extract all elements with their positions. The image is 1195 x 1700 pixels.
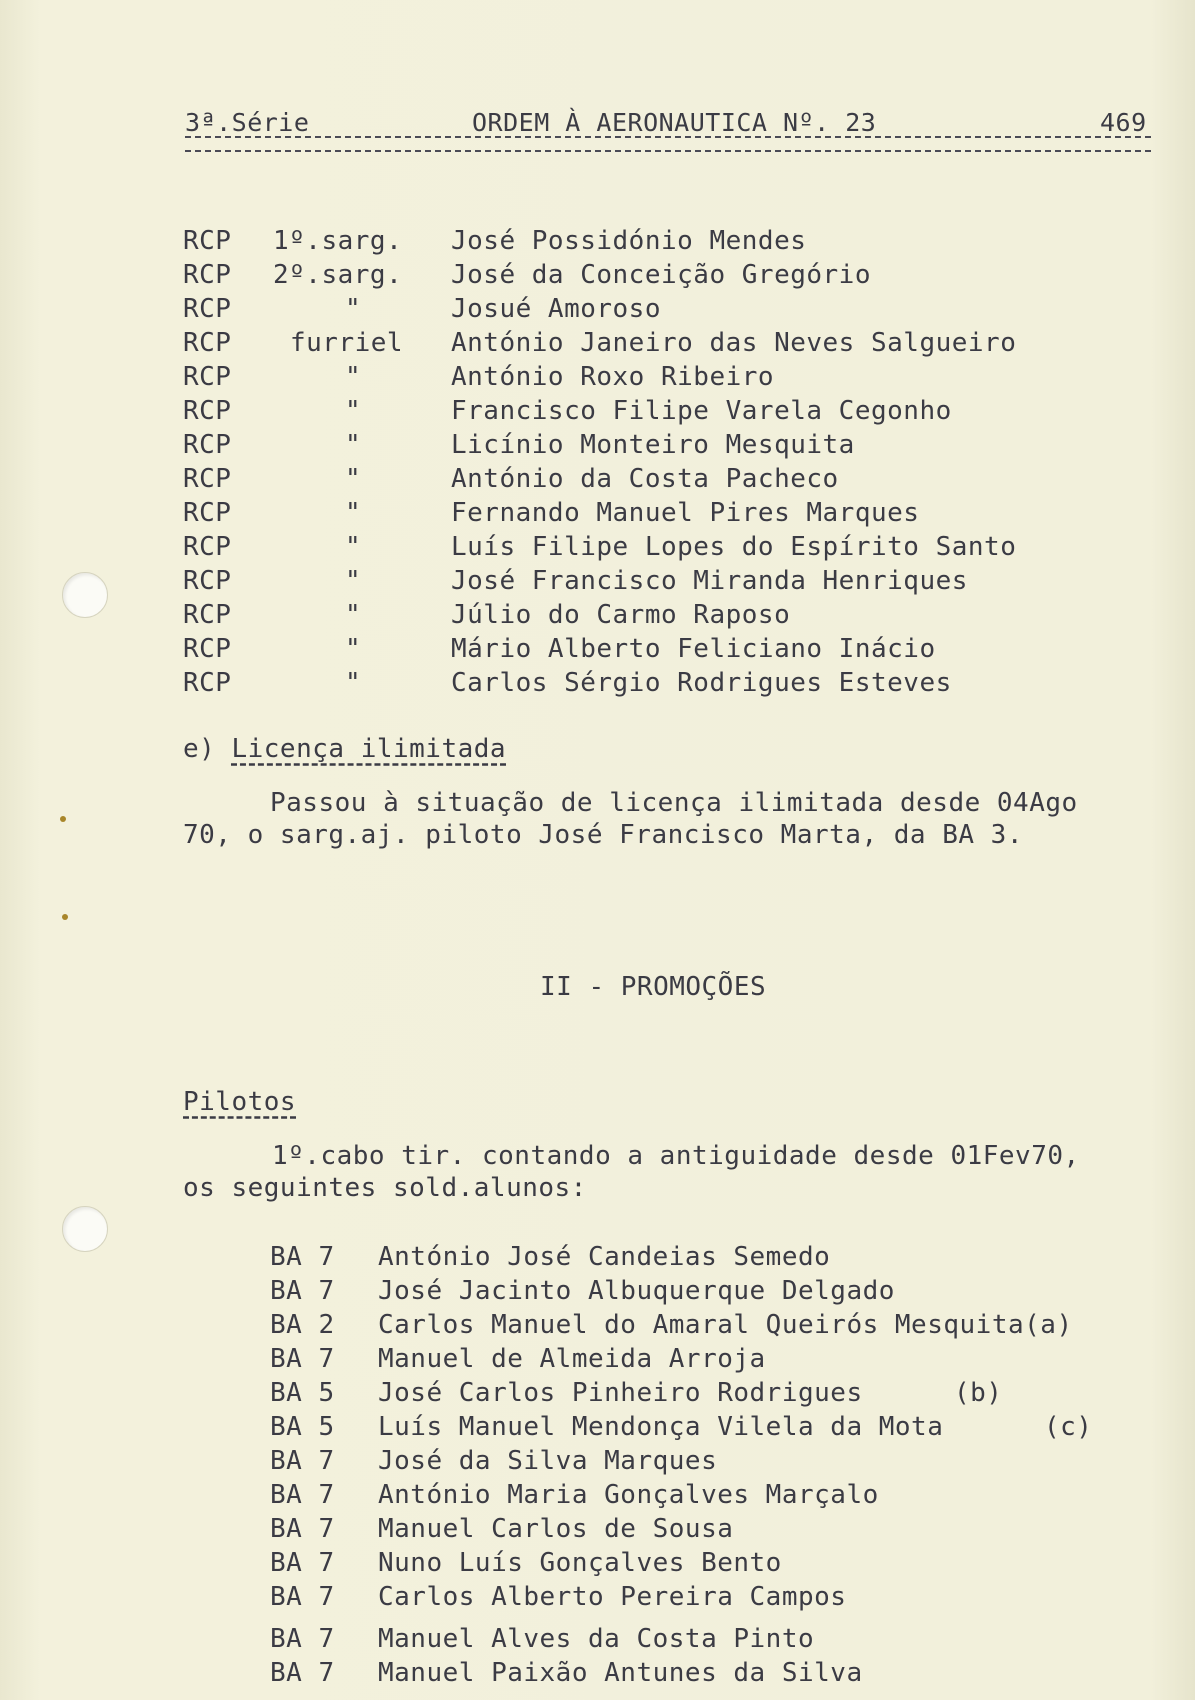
- promo-name: António José Candeias Semedo: [378, 1242, 831, 1272]
- promo-unit: BA 7: [270, 1480, 335, 1510]
- rcp-unit: RCP: [183, 464, 232, 494]
- rcp-name: Júlio do Carmo Raposo: [451, 600, 791, 630]
- rcp-rank: ": [345, 634, 362, 664]
- rcp-name: Carlos Sérgio Rodrigues Esteves: [451, 668, 952, 698]
- rcp-name: Francisco Filipe Varela Cegonho: [451, 396, 952, 426]
- page-number: 469: [1100, 108, 1147, 137]
- promo-name: Carlos Alberto Pereira Campos: [378, 1582, 847, 1612]
- series-label: 3ª.Série: [185, 108, 310, 137]
- promo-unit: BA 5: [270, 1378, 335, 1408]
- promo-unit: BA 2: [270, 1310, 335, 1340]
- rcp-rank: ": [345, 600, 362, 630]
- ink-dot: [60, 816, 66, 822]
- promo-unit: BA 7: [270, 1446, 335, 1476]
- ink-dot: [62, 914, 68, 920]
- section-letter: e): [183, 734, 232, 764]
- rcp-unit: RCP: [183, 566, 232, 596]
- paragraph-line: Passou à situação de licença ilimitada desde 04Ago: [270, 788, 1078, 818]
- rcp-unit: RCP: [183, 294, 232, 324]
- promo-unit: BA 7: [270, 1242, 335, 1272]
- promo-unit: BA 7: [270, 1344, 335, 1374]
- promo-unit: BA 7: [270, 1276, 335, 1306]
- rcp-rank: ": [345, 498, 362, 528]
- paragraph-line: 70, o sarg.aj. piloto José Francisco Marta, da BA 3.: [183, 820, 1023, 850]
- punch-hole: [62, 1206, 108, 1252]
- promo-unit: BA 7: [270, 1514, 335, 1544]
- page-title: ORDEM À AERONAUTICA Nº. 23: [472, 108, 877, 137]
- promo-name: José Carlos Pinheiro Rodrigues: [378, 1378, 863, 1408]
- rcp-name: António da Costa Pacheco: [451, 464, 839, 494]
- subheading-pilotos: Pilotos: [183, 1087, 297, 1117]
- promo-name: Carlos Manuel do Amaral Queirós Mesquita(a): [378, 1310, 1073, 1340]
- promo-note: (c): [1044, 1412, 1093, 1442]
- rcp-unit: RCP: [183, 668, 232, 698]
- rcp-unit: RCP: [183, 532, 232, 562]
- rcp-unit: RCP: [183, 328, 232, 358]
- rcp-name: Mário Alberto Feliciano Inácio: [451, 634, 936, 664]
- rcp-unit: RCP: [183, 498, 232, 528]
- rcp-name: Luís Filipe Lopes do Espírito Santo: [451, 532, 1017, 562]
- promo-unit: BA 5: [270, 1412, 335, 1442]
- rcp-name: José da Conceição Gregório: [451, 260, 871, 290]
- rcp-unit: RCP: [183, 260, 232, 290]
- rcp-name: Fernando Manuel Pires Marques: [451, 498, 920, 528]
- section-title: Licença ilimitada: [231, 734, 507, 764]
- promo-name: José da Silva Marques: [378, 1446, 718, 1476]
- rcp-rank: ": [345, 396, 362, 426]
- promo-name: António Maria Gonçalves Marçalo: [378, 1480, 879, 1510]
- rcp-rank: 1º.sarg.: [273, 226, 403, 256]
- rcp-unit: RCP: [183, 226, 232, 256]
- promo-unit: BA 7: [270, 1582, 335, 1612]
- paragraph-line: os seguintes sold.alunos:: [183, 1173, 587, 1203]
- rcp-unit: RCP: [183, 362, 232, 392]
- rcp-rank: ": [345, 294, 362, 324]
- rcp-unit: RCP: [183, 396, 232, 426]
- rcp-rank: furriel: [290, 328, 404, 358]
- promo-name: Manuel Paixão Antunes da Silva: [378, 1658, 863, 1688]
- promo-unit: BA 7: [270, 1658, 335, 1688]
- section-heading-promocoes: II - PROMOÇÕES: [540, 972, 767, 1002]
- rcp-rank: ": [345, 532, 362, 562]
- rcp-name: Josué Amoroso: [451, 294, 661, 324]
- rcp-rank: 2º.sarg.: [273, 260, 403, 290]
- promo-name: Manuel Alves da Costa Pinto: [378, 1624, 815, 1654]
- rcp-rank: ": [345, 668, 362, 698]
- punch-hole: [62, 572, 108, 618]
- rcp-unit: RCP: [183, 634, 232, 664]
- rcp-rank: ": [345, 362, 362, 392]
- promo-unit: BA 7: [270, 1624, 335, 1654]
- rcp-name: José Possidónio Mendes: [451, 226, 807, 256]
- paragraph-line: 1º.cabo tir. contando a antiguidade desde 01Fev70,: [272, 1141, 1080, 1171]
- rcp-name: António Roxo Ribeiro: [451, 362, 775, 392]
- promo-name: Luís Manuel Mendonça Vilela da Mota: [378, 1412, 944, 1442]
- header-rule: [185, 136, 1151, 152]
- rcp-name: Licínio Monteiro Mesquita: [451, 430, 855, 460]
- promo-note: (b): [954, 1378, 1003, 1408]
- rcp-name: António Janeiro das Neves Salgueiro: [451, 328, 1017, 358]
- rcp-unit: RCP: [183, 430, 232, 460]
- rcp-rank: ": [345, 464, 362, 494]
- rcp-rank: ": [345, 430, 362, 460]
- promo-name: Manuel de Almeida Arroja: [378, 1344, 766, 1374]
- rcp-unit: RCP: [183, 600, 232, 630]
- promo-name: Manuel Carlos de Sousa: [378, 1514, 734, 1544]
- promo-unit: BA 7: [270, 1548, 335, 1578]
- rcp-name: José Francisco Miranda Henriques: [451, 566, 968, 596]
- section-heading-licenca: [183, 734, 506, 764]
- promo-name: Nuno Luís Gonçalves Bento: [378, 1548, 782, 1578]
- promo-name: José Jacinto Albuquerque Delgado: [378, 1276, 895, 1306]
- rcp-rank: ": [345, 566, 362, 596]
